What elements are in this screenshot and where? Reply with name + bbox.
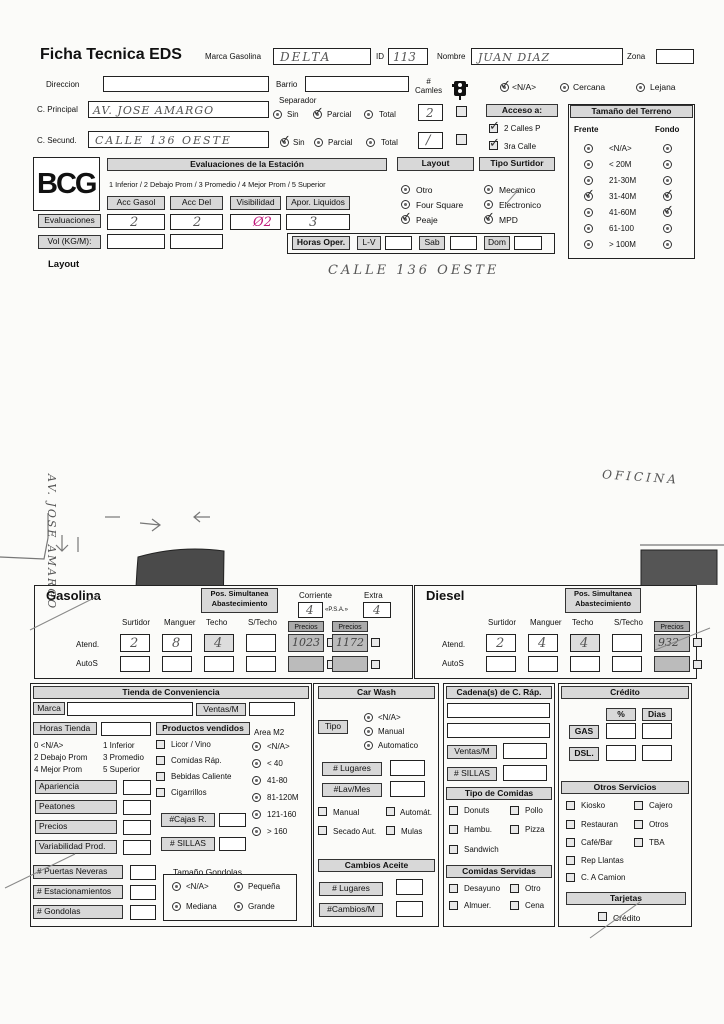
sep1-total-label: Total xyxy=(379,110,396,119)
eval-value-2: Ø2 xyxy=(253,215,272,230)
tienda-marca-label: Marca xyxy=(33,702,65,715)
tam-gondolas-label: Tamaño Gondolas xyxy=(173,867,242,877)
comida-label-3: Pizza xyxy=(525,825,545,834)
tamano-frente-label: Frente xyxy=(574,125,599,134)
eval-col-0: Acc Gasol xyxy=(107,196,165,210)
map-layout-label: Layout xyxy=(48,259,80,270)
gasolina-atend-value-1: 8 xyxy=(172,636,181,651)
form-title: Ficha Tecnica EDS xyxy=(40,46,182,63)
gondola-label-2: Mediana xyxy=(186,902,217,911)
prod-label-0: Licor / Vino xyxy=(171,740,211,749)
cprincipal-label: C. Principal xyxy=(37,105,78,114)
carwash-tipo-label: Tipo xyxy=(318,720,348,734)
area-label-2: 41-80 xyxy=(267,776,288,785)
corriente-psa-field[interactable]: 4 xyxy=(298,602,323,618)
gasolina-atend-value-2: 4 xyxy=(214,636,223,651)
proximity-lejana-label: Lejana xyxy=(650,82,676,92)
tienda-neveras-label: # Puertas Neveras xyxy=(33,865,123,879)
acceso-2calles-label: 2 Calles P xyxy=(504,124,541,133)
sep1-parcial-radio[interactable] xyxy=(313,110,322,119)
layout-opt-label-1: Four Square xyxy=(416,200,464,210)
cadena-ventas-label: Ventas/M xyxy=(447,745,497,759)
tienda-row-label-2: Precios xyxy=(35,820,117,834)
layout-opt-label-0: Otro xyxy=(416,185,433,195)
diesel-precios-label-0: Precios xyxy=(654,621,690,632)
servicio-label-7: C. A Camion xyxy=(581,873,626,882)
sep2-sin-radio[interactable] xyxy=(280,138,289,147)
servida-label-0: Desayuno xyxy=(464,884,501,893)
barrio-label: Barrio xyxy=(276,80,298,89)
acceso-2calles-checkbox[interactable] xyxy=(489,124,498,133)
direccion-label: Direccion xyxy=(46,80,80,89)
tienda-ventas-label: Ventas/M xyxy=(196,703,246,716)
sep2-sin-label: Sin xyxy=(293,138,305,147)
diesel-col-2: Techo xyxy=(572,618,594,627)
surtidor-opt-label-1: Electronico xyxy=(499,200,542,210)
tipo-surtidor-header: Tipo Surtidor xyxy=(479,157,555,171)
tamano-row-label-4: 41-60M xyxy=(609,208,637,217)
area-label-0: <N/A> xyxy=(267,742,290,751)
diesel-atend-value-1: 4 xyxy=(538,636,547,651)
servicio-label-3: Otros xyxy=(649,819,669,829)
servicio-label-6: Rep Llantas xyxy=(581,856,624,865)
sep2-parcial-label: Parcial xyxy=(328,138,353,147)
area-label-4: 121-160 xyxy=(267,810,297,819)
tienda-row-label-0: Apariencia xyxy=(35,780,117,794)
gasolina-autos-label: AutoS xyxy=(76,659,98,668)
eval-col-3: Apor. Liquidos xyxy=(286,196,350,210)
gasolina-precio-value-1: 1172 xyxy=(336,636,364,649)
tienda-sillas-label: # SILLAS xyxy=(161,837,215,851)
tamano-fondo-radio-3[interactable] xyxy=(663,192,672,201)
scale-d: 3 Promedio xyxy=(103,753,144,762)
eval-value-0: 2 xyxy=(130,215,139,230)
credito-dias-label: Dias xyxy=(642,708,672,721)
cw-mulas-label: Mulas xyxy=(401,827,423,836)
diesel-precio-value-0: 932 xyxy=(658,636,679,649)
credito-header: Crédito xyxy=(561,686,689,699)
eval-col-2: Visibilidad xyxy=(230,196,281,210)
tienda-row-label-3: Variabilidad Prod. xyxy=(35,840,117,854)
camiles-label: # Camles xyxy=(415,77,443,95)
gasolina-col-0: Surtidor xyxy=(122,618,151,627)
sep2-total-label: Total xyxy=(381,138,398,147)
servicio-label-5: TBA xyxy=(649,838,665,847)
layout-opt-label-2: Peaje xyxy=(416,215,438,225)
surtidor-opt-radio-2[interactable] xyxy=(484,215,493,224)
eval-header: Evaluaciones de la Estación xyxy=(107,158,387,171)
comidas-servidas-header: Comidas Servidas xyxy=(446,865,552,878)
servicio-label-2: Restauran xyxy=(581,819,618,829)
street-left-label: AV. JOSE AMARGO xyxy=(45,474,58,611)
marca-value: DELTA xyxy=(280,50,332,64)
tamano-row-label-5: 61-100 xyxy=(609,224,634,233)
proximity-na-label: <N/A> xyxy=(512,82,537,92)
cw-automat-label: Automát. xyxy=(400,808,433,817)
tamano-header: Tamaño del Terreno xyxy=(570,105,693,118)
diesel-autos-label: AutoS xyxy=(442,659,464,668)
tamano-row-label-1: < 20M xyxy=(609,160,632,169)
scale-e: 4 Mejor Prom xyxy=(34,765,83,774)
gondola-label-0: <N/A> xyxy=(186,882,209,891)
scale-c: 2 Debajo Prom xyxy=(34,753,88,762)
diesel-atend-value-2: 4 xyxy=(580,636,589,651)
credito-tarjeta-label: Crédito xyxy=(613,913,641,923)
gasolina-col-1: Manguer xyxy=(164,618,196,627)
gasolina-pos-header: Pos. Simultanea Abastecimiento xyxy=(201,588,278,613)
tienda-estac-label: # Estacionamientos xyxy=(33,885,123,899)
diesel-atend-value-0: 2 xyxy=(496,636,505,651)
tamano-fondo-label: Fondo xyxy=(655,125,680,134)
carwash-tipo-label-0: <N/A> xyxy=(378,713,401,722)
carwash-tipo-label-1: Manual xyxy=(378,727,405,736)
cadena-sillas-label: # SILLAS xyxy=(447,767,497,781)
carwash-tipo-label-2: Automatico xyxy=(378,741,419,750)
tienda-gondolas-label: # Gondolas xyxy=(33,905,123,919)
tienda-header: Tienda de Conveniencia xyxy=(33,686,309,699)
carwash-header: Car Wash xyxy=(318,686,435,699)
vol-label: Vol (KG/M): xyxy=(38,235,101,249)
eval-col-1: Acc Del xyxy=(170,196,223,210)
nombre-label: Nombre xyxy=(437,52,466,61)
servicio-label-1: Cajero xyxy=(649,801,673,810)
nombre-value: JUAN DIAZ xyxy=(478,51,551,64)
tipo-comidas-header: Tipo de Comidas xyxy=(446,787,552,800)
gasolina-precios-label-1: Precios xyxy=(332,621,368,632)
bcg-logo: BCG xyxy=(33,157,100,211)
psa-label: «P.S.A.» xyxy=(325,607,348,613)
gasolina-col-2: Techo xyxy=(206,618,228,627)
tamano-fondo-radio-4[interactable] xyxy=(663,208,672,217)
camiles-value: 2 xyxy=(426,106,434,120)
gasolina-title: Gasolina xyxy=(46,588,101,603)
comida-label-2: Hambu. xyxy=(464,825,493,834)
cambios-header: Cambios Aceite xyxy=(318,859,435,872)
carwash-lugares-label: # Lugares xyxy=(322,762,382,776)
area-label-3: 81-120M xyxy=(267,793,299,802)
tamano-row-label-3: 31-40M xyxy=(609,192,637,201)
gasolina-col-3: S/Techo xyxy=(248,618,277,627)
lv-label: L-V xyxy=(357,236,381,250)
credito-pct-label: % xyxy=(606,708,636,721)
tienda-horas-label: Horas Tienda xyxy=(33,722,97,735)
corriente-label: Corriente xyxy=(299,591,332,600)
cw-secado-label: Secado Aut. xyxy=(333,827,377,836)
proximity-cercana-label: Cercana xyxy=(573,82,606,92)
gasolina-atend-label: Atend. xyxy=(76,640,100,649)
acceso-3ra-label: 3ra Calle xyxy=(504,142,537,151)
scale-b: 1 Inferior xyxy=(103,741,135,750)
proximity-na-radio[interactable] xyxy=(500,83,509,92)
separador-label: Separador xyxy=(279,96,317,105)
eval-value-3: 3 xyxy=(309,215,318,230)
acceso-header: Acceso a: xyxy=(486,104,558,117)
gasolina-precio-value-0: 1023 xyxy=(292,636,320,649)
comida-label-4: Sandwich xyxy=(464,845,499,854)
extra-label: Extra xyxy=(364,591,383,600)
surtidor-opt-label-2: MPD xyxy=(499,215,518,225)
tamano-row-label-2: 21-30M xyxy=(609,176,637,185)
horas-label: Horas Oper. xyxy=(292,236,350,250)
street-top-label: CALLE 136 OESTE xyxy=(328,263,500,278)
area-label-5: > 160 xyxy=(267,827,288,836)
tarjetas-header: Tarjetas xyxy=(566,892,686,905)
csecund-value: CALLE 136 OESTE xyxy=(95,134,232,147)
scale-f: 5 Superior xyxy=(103,765,140,774)
prod-label-1: Comidas Ráp. xyxy=(171,756,222,765)
layout-opt-radio-2[interactable] xyxy=(401,215,410,224)
servicio-label-4: Café/Bar xyxy=(581,838,613,847)
servida-label-3: Cena xyxy=(525,901,545,910)
diesel-pos-header: Pos. Simultanea Abastecimiento xyxy=(565,588,641,613)
gondola-label-3: Grande xyxy=(248,902,275,911)
acceso-3ra-checkbox[interactable] xyxy=(489,141,498,150)
tienda-row-label-1: Peatones xyxy=(35,800,117,814)
oficina-label: OFICINA xyxy=(601,467,680,487)
marca-label: Marca Gasolina xyxy=(205,52,262,61)
gondola-label-1: Pequeña xyxy=(248,882,281,891)
cprincipal-value: AV. JOSE AMARGO xyxy=(93,104,215,117)
carwash-lavmes-label: #Lav/Mes xyxy=(322,783,382,797)
sab-label: Sab xyxy=(419,236,445,250)
gasolina-precios-label-0: Precios xyxy=(288,621,324,632)
diesel-col-0: Surtidor xyxy=(488,618,517,627)
extra-psa-field[interactable]: 4 xyxy=(363,602,391,618)
diesel-col-3: S/Techo xyxy=(614,618,643,627)
servida-label-2: Almuer. xyxy=(464,901,492,910)
camiles2-field[interactable]: / xyxy=(418,132,443,149)
eval-scale: 1 Inferior / 2 Debajo Prom / 3 Promedio / 4 Mejor Prom / 5 Superior xyxy=(109,180,326,189)
zona-label: Zona xyxy=(627,52,646,61)
dom-label: Dom xyxy=(484,236,510,250)
id-value: 113 xyxy=(393,50,416,64)
productos-header: Productos vendidos xyxy=(156,722,250,735)
tamano-frente-radio-3[interactable] xyxy=(584,192,593,201)
diesel-title: Diesel xyxy=(426,588,465,603)
diesel-atend-label: Atend. xyxy=(442,640,466,649)
scale-a: 0 <N/A> xyxy=(34,741,64,750)
tamano-row-label-6: > 100M xyxy=(609,240,636,249)
sep1-parcial-label: Parcial xyxy=(327,110,352,119)
prod-label-2: Bebidas Caliente xyxy=(171,772,232,781)
layout-header: Layout xyxy=(397,157,474,171)
servida-label-1: Otro xyxy=(525,884,541,893)
id-label: ID xyxy=(376,52,384,61)
area-label-1: < 40 xyxy=(267,759,283,768)
sep1-sin-label: Sin xyxy=(287,110,299,119)
area-label: Area M2 xyxy=(254,728,285,737)
prod-label-3: Cigarrillos xyxy=(171,788,207,797)
credito-gas-label: GAS xyxy=(569,725,599,739)
cw-manual-label: Manual xyxy=(333,808,360,817)
comida-label-1: Pollo xyxy=(525,806,543,815)
surtidor-opt-label-0: Mecanico xyxy=(499,185,536,195)
diesel-col-1: Manguer xyxy=(530,618,562,627)
credito-dsl-label: DSL. xyxy=(569,747,599,761)
cajas-label: #Cajas R. xyxy=(161,813,215,827)
cambios-mes-label: #Cambios/M xyxy=(319,903,383,917)
cambios-lugares-label: # Lugares xyxy=(319,882,383,896)
gasolina-atend-value-0: 2 xyxy=(130,636,139,651)
csecund-label: C. Secund. xyxy=(37,136,77,145)
evaluaciones-label: Evaluaciones xyxy=(38,214,101,228)
otros-servicios-header: Otros Servicios xyxy=(561,781,689,794)
comida-label-0: Donuts xyxy=(464,806,490,815)
eval-value-1: 2 xyxy=(193,215,202,230)
servicio-label-0: Kiosko xyxy=(581,801,606,810)
cadena-header: Cadena(s) de C. Ráp. xyxy=(446,686,552,699)
tamano-row-label-0: <N/A> xyxy=(609,144,632,153)
